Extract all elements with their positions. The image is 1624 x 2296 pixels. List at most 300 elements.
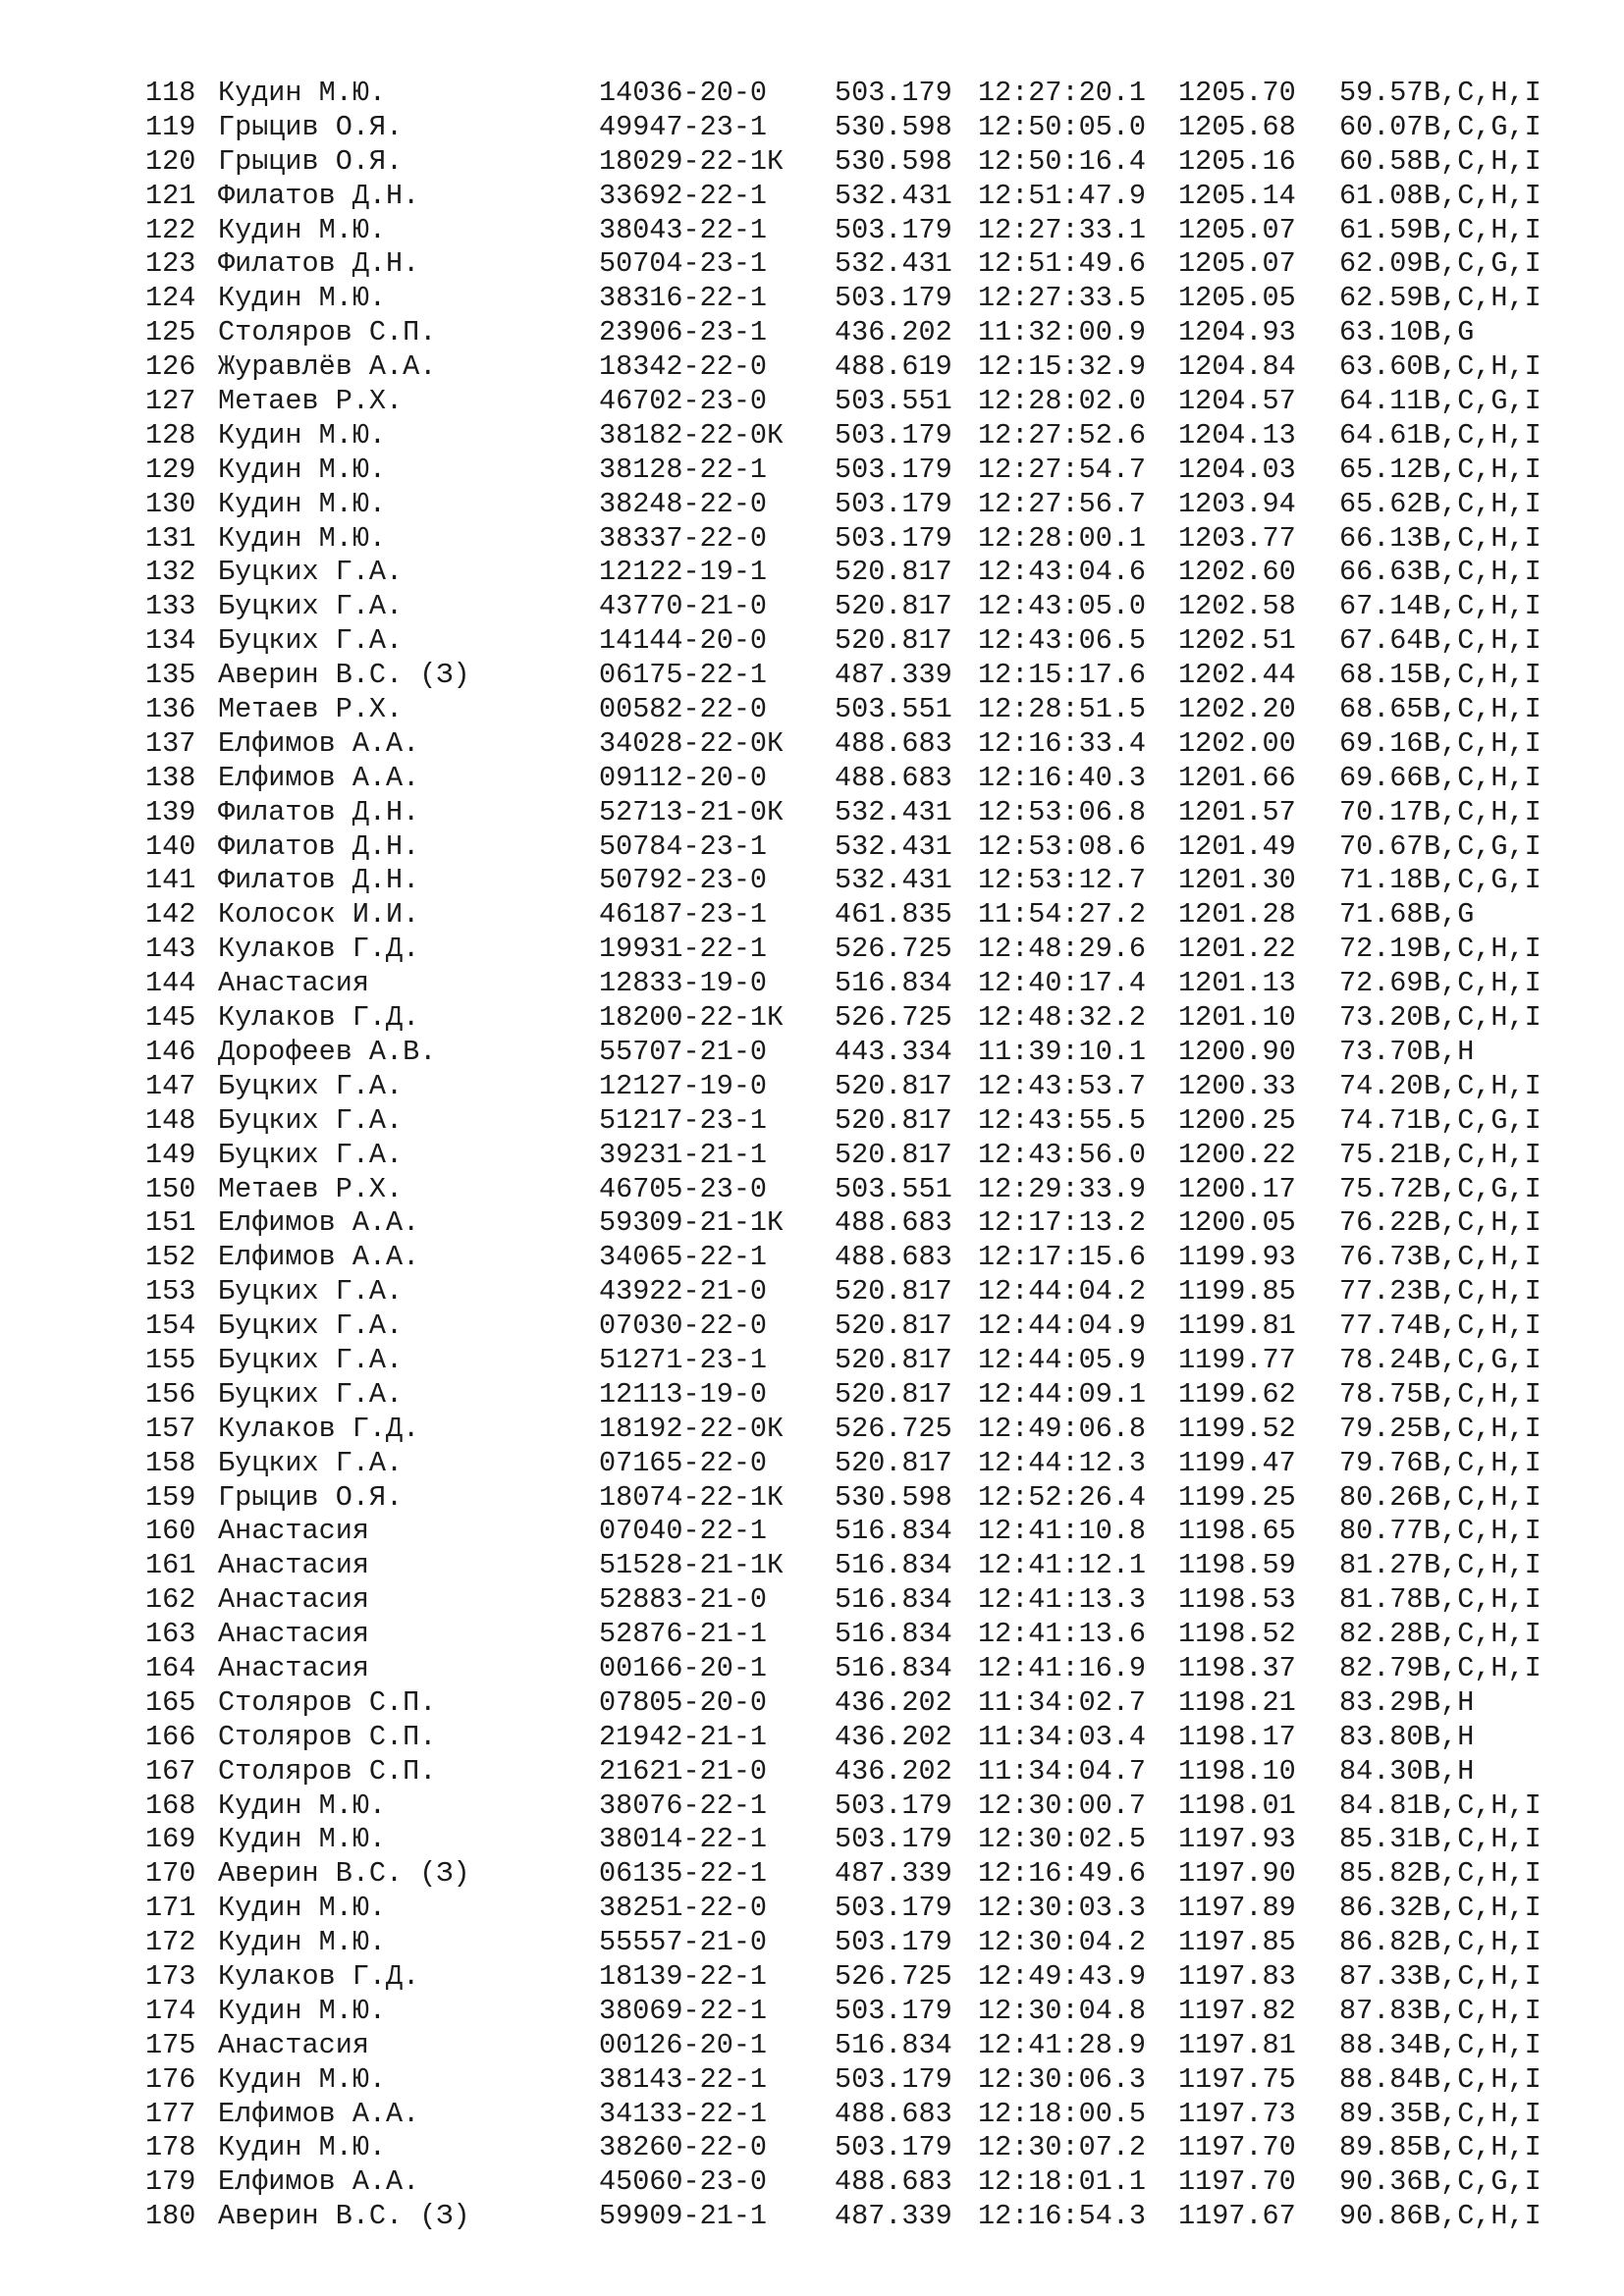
table-row xyxy=(145,1857,1579,1892)
distance-cell: 488.683 xyxy=(835,761,952,794)
coefficient-cell: 88.34 xyxy=(1339,2028,1424,2061)
ring-number-cell: 52876-21-1 xyxy=(599,1618,768,1651)
distance-cell: 503.179 xyxy=(835,2062,952,2096)
fancier-name-cell: Кулаков Г.Д. xyxy=(218,1001,420,1035)
table-row xyxy=(145,1413,1579,1447)
classes-cell: B,C,H,I xyxy=(1424,487,1542,520)
ring-number-cell: 38337-22-0 xyxy=(599,521,768,555)
place-cell: 150 xyxy=(145,1172,196,1205)
arrival-time-cell: 12:43:05.0 xyxy=(978,590,1147,623)
distance-cell: 436.202 xyxy=(835,1720,952,1753)
speed-cell: 1199.47 xyxy=(1178,1446,1296,1479)
fancier-name-cell: Грыцив О.Я. xyxy=(218,144,404,178)
speed-cell: 1200.05 xyxy=(1178,1206,1296,1240)
table-row xyxy=(145,762,1579,796)
place-cell: 159 xyxy=(145,1480,196,1514)
classes-cell: B,C,H,I xyxy=(1424,1892,1542,1925)
table-row xyxy=(145,1618,1579,1652)
fancier-name-cell: Кулаков Г.Д. xyxy=(218,1412,420,1445)
table-row xyxy=(145,1139,1579,1173)
fancier-name-cell: Буцких Г.А. xyxy=(218,1103,404,1137)
coefficient-cell: 84.81 xyxy=(1339,1789,1424,1822)
distance-cell: 487.339 xyxy=(835,1857,952,1891)
ring-number-cell: 38260-22-0 xyxy=(599,2131,768,2164)
ring-number-cell: 12113-19-0 xyxy=(599,1377,768,1411)
table-row xyxy=(145,727,1579,762)
distance-cell: 503.179 xyxy=(835,1823,952,1856)
arrival-time-cell: 12:52:26.4 xyxy=(978,1480,1147,1514)
coefficient-cell: 62.09 xyxy=(1339,247,1424,281)
coefficient-cell: 64.61 xyxy=(1339,418,1424,452)
speed-cell: 1201.13 xyxy=(1178,967,1296,1000)
arrival-time-cell: 12:43:06.5 xyxy=(978,624,1147,658)
fancier-name-cell: Елфимов А.А. xyxy=(218,1206,420,1240)
table-row xyxy=(145,316,1579,350)
arrival-time-cell: 12:41:16.9 xyxy=(978,1651,1147,1684)
fancier-name-cell: Кудин М.Ю. xyxy=(218,1823,387,1856)
ring-number-cell: 38143-22-1 xyxy=(599,2062,768,2096)
ring-number-cell: 38014-22-1 xyxy=(599,1823,768,1856)
table-row xyxy=(145,933,1579,967)
distance-cell: 530.598 xyxy=(835,110,952,143)
place-cell: 162 xyxy=(145,1583,196,1617)
arrival-time-cell: 12:30:04.2 xyxy=(978,1926,1147,1959)
speed-cell: 1197.83 xyxy=(1178,1959,1296,1993)
distance-cell: 516.834 xyxy=(835,1618,952,1651)
speed-cell: 1202.00 xyxy=(1178,726,1296,760)
fancier-name-cell: Филатов Д.Н. xyxy=(218,179,420,212)
ring-number-cell: 34028-22-0К xyxy=(599,726,785,760)
fancier-name-cell: Кудин М.Ю. xyxy=(218,282,387,315)
arrival-time-cell: 12:16:49.6 xyxy=(978,1857,1147,1891)
coefficient-cell: 64.11 xyxy=(1339,385,1424,418)
distance-cell: 503.179 xyxy=(835,1994,952,2027)
place-cell: 157 xyxy=(145,1412,196,1445)
table-row xyxy=(145,419,1579,454)
classes-cell: B,C,G,I xyxy=(1424,1172,1542,1205)
arrival-time-cell: 12:41:10.8 xyxy=(978,1515,1147,1548)
classes-cell: B,C,H,I xyxy=(1424,659,1542,692)
coefficient-cell: 60.07 xyxy=(1339,110,1424,143)
place-cell: 152 xyxy=(145,1241,196,1274)
table-row xyxy=(145,1447,1579,1481)
arrival-time-cell: 12:15:17.6 xyxy=(978,659,1147,692)
place-cell: 161 xyxy=(145,1549,196,1582)
fancier-name-cell: Кудин М.Ю. xyxy=(218,1926,387,1959)
place-cell: 155 xyxy=(145,1343,196,1376)
ring-number-cell: 07805-20-0 xyxy=(599,1685,768,1719)
table-row xyxy=(145,1686,1579,1721)
ring-number-cell: 34133-22-1 xyxy=(599,2097,768,2130)
speed-cell: 1202.51 xyxy=(1178,624,1296,658)
table-row xyxy=(145,830,1579,865)
ring-number-cell: 38248-22-0 xyxy=(599,487,768,520)
place-cell: 179 xyxy=(145,2165,196,2199)
fancier-name-cell: Метаев Р.Х. xyxy=(218,385,404,418)
ring-number-cell: 55557-21-0 xyxy=(599,1926,768,1959)
arrival-time-cell: 12:53:08.6 xyxy=(978,829,1147,863)
distance-cell: 503.179 xyxy=(835,1892,952,1925)
speed-cell: 1199.93 xyxy=(1178,1241,1296,1274)
table-row xyxy=(145,77,1579,111)
place-cell: 151 xyxy=(145,1206,196,1240)
classes-cell: B,C,H,I xyxy=(1424,1412,1542,1445)
classes-cell: B,C,H,I xyxy=(1424,282,1542,315)
speed-cell: 1202.58 xyxy=(1178,590,1296,623)
ring-number-cell: 12122-19-1 xyxy=(599,556,768,589)
arrival-time-cell: 12:30:02.5 xyxy=(978,1823,1147,1856)
arrival-time-cell: 12:43:04.6 xyxy=(978,556,1147,589)
distance-cell: 436.202 xyxy=(835,1754,952,1788)
coefficient-cell: 86.32 xyxy=(1339,1892,1424,1925)
classes-cell: B,H xyxy=(1424,1720,1475,1753)
distance-cell: 516.834 xyxy=(835,2028,952,2061)
classes-cell: B,G xyxy=(1424,316,1475,349)
speed-cell: 1200.17 xyxy=(1178,1172,1296,1205)
table-row xyxy=(145,1241,1579,1275)
ring-number-cell: 07165-22-0 xyxy=(599,1446,768,1479)
speed-cell: 1201.66 xyxy=(1178,761,1296,794)
place-cell: 174 xyxy=(145,1994,196,2027)
distance-cell: 488.683 xyxy=(835,2097,952,2130)
arrival-time-cell: 12:27:56.7 xyxy=(978,487,1147,520)
classes-cell: B,C,H,I xyxy=(1424,1515,1542,1548)
classes-cell: B,C,H,I xyxy=(1424,1789,1542,1822)
classes-cell: B,C,H,I xyxy=(1424,1241,1542,1274)
speed-cell: 1200.33 xyxy=(1178,1069,1296,1102)
fancier-name-cell: Буцких Г.А. xyxy=(218,590,404,623)
coefficient-cell: 71.68 xyxy=(1339,898,1424,932)
coefficient-cell: 74.71 xyxy=(1339,1103,1424,1137)
place-cell: 147 xyxy=(145,1069,196,1102)
place-cell: 176 xyxy=(145,2062,196,2096)
ring-number-cell: 51271-23-1 xyxy=(599,1343,768,1376)
arrival-time-cell: 12:17:13.2 xyxy=(978,1206,1147,1240)
place-cell: 165 xyxy=(145,1685,196,1719)
classes-cell: B,C,H,I xyxy=(1424,1823,1542,1856)
fancier-name-cell: Метаев Р.Х. xyxy=(218,1172,404,1205)
coefficient-cell: 66.63 xyxy=(1339,556,1424,589)
arrival-time-cell: 12:48:32.2 xyxy=(978,1001,1147,1035)
place-cell: 158 xyxy=(145,1446,196,1479)
place-cell: 137 xyxy=(145,726,196,760)
classes-cell: B,C,G,I xyxy=(1424,110,1542,143)
classes-cell: B,C,H,I xyxy=(1424,1857,1542,1891)
place-cell: 138 xyxy=(145,761,196,794)
fancier-name-cell: Елфимов А.А. xyxy=(218,761,420,794)
place-cell: 119 xyxy=(145,110,196,143)
coefficient-cell: 87.33 xyxy=(1339,1959,1424,1993)
ring-number-cell: 50784-23-1 xyxy=(599,829,768,863)
arrival-time-cell: 12:41:13.6 xyxy=(978,1618,1147,1651)
classes-cell: B,C,H,I xyxy=(1424,350,1542,384)
distance-cell: 503.551 xyxy=(835,385,952,418)
fancier-name-cell: Кудин М.Ю. xyxy=(218,1994,387,2027)
fancier-name-cell: Елфимов А.А. xyxy=(218,2165,420,2199)
coefficient-cell: 63.10 xyxy=(1339,316,1424,349)
table-row xyxy=(145,1206,1579,1241)
arrival-time-cell: 12:51:49.6 xyxy=(978,247,1147,281)
place-cell: 125 xyxy=(145,316,196,349)
ring-number-cell: 59309-21-1К xyxy=(599,1206,785,1240)
speed-cell: 1201.10 xyxy=(1178,1001,1296,1035)
table-row xyxy=(145,1823,1579,1857)
classes-cell: B,C,H,I xyxy=(1424,213,1542,246)
speed-cell: 1198.10 xyxy=(1178,1754,1296,1788)
speed-cell: 1205.14 xyxy=(1178,179,1296,212)
distance-cell: 503.179 xyxy=(835,282,952,315)
coefficient-cell: 75.21 xyxy=(1339,1138,1424,1171)
classes-cell: B,C,H,I xyxy=(1424,1618,1542,1651)
distance-cell: 520.817 xyxy=(835,556,952,589)
distance-cell: 488.683 xyxy=(835,1206,952,1240)
classes-cell: B,H xyxy=(1424,1035,1475,1068)
coefficient-cell: 71.18 xyxy=(1339,864,1424,897)
fancier-name-cell: Филатов Д.Н. xyxy=(218,795,420,828)
distance-cell: 526.725 xyxy=(835,1412,952,1445)
ring-number-cell: 00582-22-0 xyxy=(599,693,768,726)
classes-cell: B,G xyxy=(1424,898,1475,932)
place-cell: 170 xyxy=(145,1857,196,1891)
place-cell: 164 xyxy=(145,1651,196,1684)
place-cell: 145 xyxy=(145,1001,196,1035)
arrival-time-cell: 12:48:29.6 xyxy=(978,933,1147,966)
table-row xyxy=(145,898,1579,933)
classes-cell: B,C,H,I xyxy=(1424,1138,1542,1171)
table-row xyxy=(145,864,1579,898)
table-row xyxy=(145,1275,1579,1309)
table-row xyxy=(145,488,1579,522)
place-cell: 134 xyxy=(145,624,196,658)
table-row xyxy=(145,2165,1579,2200)
fancier-name-cell: Буцких Г.А. xyxy=(218,1309,404,1343)
distance-cell: 530.598 xyxy=(835,144,952,178)
table-row xyxy=(145,111,1579,145)
coefficient-cell: 68.15 xyxy=(1339,659,1424,692)
place-cell: 160 xyxy=(145,1515,196,1548)
fancier-name-cell: Метаев Р.Х. xyxy=(218,693,404,726)
fancier-name-cell: Буцких Г.А. xyxy=(218,1343,404,1376)
table-row xyxy=(145,1583,1579,1618)
place-cell: 177 xyxy=(145,2097,196,2130)
fancier-name-cell: Кудин М.Ю. xyxy=(218,2062,387,2096)
coefficient-cell: 76.73 xyxy=(1339,1241,1424,1274)
distance-cell: 520.817 xyxy=(835,1103,952,1137)
ring-number-cell: 14036-20-0 xyxy=(599,77,768,109)
table-row xyxy=(145,1070,1579,1104)
table-row xyxy=(145,693,1579,727)
classes-cell: B,C,H,I xyxy=(1424,624,1542,658)
arrival-time-cell: 11:34:03.4 xyxy=(978,1720,1147,1753)
distance-cell: 526.725 xyxy=(835,1001,952,1035)
place-cell: 128 xyxy=(145,418,196,452)
coefficient-cell: 80.26 xyxy=(1339,1480,1424,1514)
ring-number-cell: 55707-21-0 xyxy=(599,1035,768,1068)
coefficient-cell: 61.08 xyxy=(1339,179,1424,212)
arrival-time-cell: 12:16:54.3 xyxy=(978,2200,1147,2233)
arrival-time-cell: 12:41:28.9 xyxy=(978,2028,1147,2061)
distance-cell: 520.817 xyxy=(835,1309,952,1343)
distance-cell: 436.202 xyxy=(835,316,952,349)
speed-cell: 1198.59 xyxy=(1178,1549,1296,1582)
arrival-time-cell: 12:44:04.9 xyxy=(978,1309,1147,1343)
place-cell: 163 xyxy=(145,1618,196,1651)
table-row xyxy=(145,1960,1579,1995)
table-row xyxy=(145,1926,1579,1960)
speed-cell: 1199.25 xyxy=(1178,1480,1296,1514)
fancier-name-cell: Кудин М.Ю. xyxy=(218,521,387,555)
arrival-time-cell: 12:44:05.9 xyxy=(978,1343,1147,1376)
place-cell: 167 xyxy=(145,1754,196,1788)
place-cell: 143 xyxy=(145,933,196,966)
speed-cell: 1197.73 xyxy=(1178,2097,1296,2130)
distance-cell: 503.179 xyxy=(835,453,952,486)
distance-cell: 503.551 xyxy=(835,1172,952,1205)
coefficient-cell: 90.86 xyxy=(1339,2200,1424,2233)
ring-number-cell: 18192-22-0К xyxy=(599,1412,785,1445)
distance-cell: 503.179 xyxy=(835,521,952,555)
distance-cell: 461.835 xyxy=(835,898,952,932)
speed-cell: 1199.77 xyxy=(1178,1343,1296,1376)
classes-cell: B,C,G,I xyxy=(1424,385,1542,418)
speed-cell: 1197.89 xyxy=(1178,1892,1296,1925)
arrival-time-cell: 12:41:13.3 xyxy=(978,1583,1147,1617)
table-row xyxy=(145,1892,1579,1926)
coefficient-cell: 63.60 xyxy=(1339,350,1424,384)
place-cell: 144 xyxy=(145,967,196,1000)
speed-cell: 1201.30 xyxy=(1178,864,1296,897)
table-row xyxy=(145,1515,1579,1549)
coefficient-cell: 89.35 xyxy=(1339,2097,1424,2130)
table-row xyxy=(145,659,1579,693)
distance-cell: 532.431 xyxy=(835,179,952,212)
ring-number-cell: 21942-21-1 xyxy=(599,1720,768,1753)
distance-cell: 503.179 xyxy=(835,1789,952,1822)
distance-cell: 503.179 xyxy=(835,487,952,520)
place-cell: 123 xyxy=(145,247,196,281)
distance-cell: 520.817 xyxy=(835,590,952,623)
classes-cell: B,C,H,I xyxy=(1424,521,1542,555)
coefficient-cell: 88.84 xyxy=(1339,2062,1424,2096)
distance-cell: 520.817 xyxy=(835,1275,952,1308)
distance-cell: 487.339 xyxy=(835,2200,952,2233)
classes-cell: B,C,H,I xyxy=(1424,1480,1542,1514)
place-cell: 180 xyxy=(145,2200,196,2233)
ring-number-cell: 14144-20-0 xyxy=(599,624,768,658)
fancier-name-cell: Кулаков Г.Д. xyxy=(218,933,420,966)
ring-number-cell: 34065-22-1 xyxy=(599,1241,768,1274)
speed-cell: 1204.03 xyxy=(1178,453,1296,486)
table-row xyxy=(145,454,1579,488)
arrival-time-cell: 12:43:53.7 xyxy=(978,1069,1147,1102)
arrival-time-cell: 12:30:06.3 xyxy=(978,2062,1147,2096)
ring-number-cell: 43922-21-0 xyxy=(599,1275,768,1308)
fancier-name-cell: Анастасия xyxy=(218,1618,369,1651)
speed-cell: 1199.81 xyxy=(1178,1309,1296,1343)
coefficient-cell: 81.27 xyxy=(1339,1549,1424,1582)
arrival-time-cell: 12:27:33.1 xyxy=(978,213,1147,246)
ring-number-cell: 07040-22-1 xyxy=(599,1515,768,1548)
table-row xyxy=(145,1036,1579,1070)
classes-cell: B,C,H,I xyxy=(1424,1583,1542,1617)
fancier-name-cell: Аверин В.С. (З) xyxy=(218,659,470,692)
coefficient-cell: 70.17 xyxy=(1339,795,1424,828)
table-row xyxy=(145,2063,1579,2098)
speed-cell: 1205.07 xyxy=(1178,213,1296,246)
fancier-name-cell: Филатов Д.Н. xyxy=(218,247,420,281)
ring-number-cell: 00126-20-1 xyxy=(599,2028,768,2061)
arrival-time-cell: 11:39:10.1 xyxy=(978,1035,1147,1068)
classes-cell: B,C,G,I xyxy=(1424,864,1542,897)
coefficient-cell: 79.76 xyxy=(1339,1446,1424,1479)
fancier-name-cell: Елфимов А.А. xyxy=(218,2097,420,2130)
coefficient-cell: 65.12 xyxy=(1339,453,1424,486)
coefficient-cell: 90.36 xyxy=(1339,2165,1424,2199)
place-cell: 139 xyxy=(145,795,196,828)
distance-cell: 503.179 xyxy=(835,213,952,246)
ring-number-cell: 18200-22-1К xyxy=(599,1001,785,1035)
ring-number-cell: 52883-21-0 xyxy=(599,1583,768,1617)
ring-number-cell: 00166-20-1 xyxy=(599,1651,768,1684)
speed-cell: 1201.49 xyxy=(1178,829,1296,863)
coefficient-cell: 75.72 xyxy=(1339,1172,1424,1205)
fancier-name-cell: Буцких Г.А. xyxy=(218,1069,404,1102)
arrival-time-cell: 12:50:16.4 xyxy=(978,144,1147,178)
speed-cell: 1199.85 xyxy=(1178,1275,1296,1308)
distance-cell: 520.817 xyxy=(835,1377,952,1411)
classes-cell: B,C,H,I xyxy=(1424,967,1542,1000)
speed-cell: 1198.21 xyxy=(1178,1685,1296,1719)
ring-number-cell: 06135-22-1 xyxy=(599,1857,768,1891)
arrival-time-cell: 12:44:09.1 xyxy=(978,1377,1147,1411)
fancier-name-cell: Кудин М.Ю. xyxy=(218,1892,387,1925)
speed-cell: 1198.53 xyxy=(1178,1583,1296,1617)
ring-number-cell: 18074-22-1К xyxy=(599,1480,785,1514)
classes-cell: B,C,H,I xyxy=(1424,2131,1542,2164)
table-row xyxy=(145,2200,1579,2234)
distance-cell: 488.683 xyxy=(835,726,952,760)
classes-cell: B,C,H,I xyxy=(1424,1377,1542,1411)
fancier-name-cell: Кудин М.Ю. xyxy=(218,453,387,486)
distance-cell: 443.334 xyxy=(835,1035,952,1068)
table-row xyxy=(145,624,1579,659)
ring-number-cell: 18139-22-1 xyxy=(599,1959,768,1993)
classes-cell: B,C,H,I xyxy=(1424,795,1542,828)
classes-cell: B,H xyxy=(1424,1685,1475,1719)
table-row xyxy=(145,1173,1579,1207)
ring-number-cell: 21621-21-0 xyxy=(599,1754,768,1788)
distance-cell: 520.817 xyxy=(835,1138,952,1171)
arrival-time-cell: 11:34:02.7 xyxy=(978,1685,1147,1719)
ring-number-cell: 46187-23-1 xyxy=(599,898,768,932)
table-row xyxy=(145,2098,1579,2132)
classes-cell: B,C,H,I xyxy=(1424,933,1542,966)
fancier-name-cell: Анастасия xyxy=(218,1549,369,1582)
table-row xyxy=(145,590,1579,624)
speed-cell: 1205.05 xyxy=(1178,282,1296,315)
arrival-time-cell: 12:53:12.7 xyxy=(978,864,1147,897)
ring-number-cell: 12833-19-0 xyxy=(599,967,768,1000)
coefficient-cell: 69.16 xyxy=(1339,726,1424,760)
classes-cell: B,C,H,I xyxy=(1424,1446,1542,1479)
classes-cell: B,H xyxy=(1424,1754,1475,1788)
arrival-time-cell: 12:27:20.1 xyxy=(978,77,1147,109)
ring-number-cell: 19931-22-1 xyxy=(599,933,768,966)
speed-cell: 1198.52 xyxy=(1178,1618,1296,1651)
arrival-time-cell: 11:34:04.7 xyxy=(978,1754,1147,1788)
coefficient-cell: 84.30 xyxy=(1339,1754,1424,1788)
fancier-name-cell: Кулаков Г.Д. xyxy=(218,1959,420,1993)
